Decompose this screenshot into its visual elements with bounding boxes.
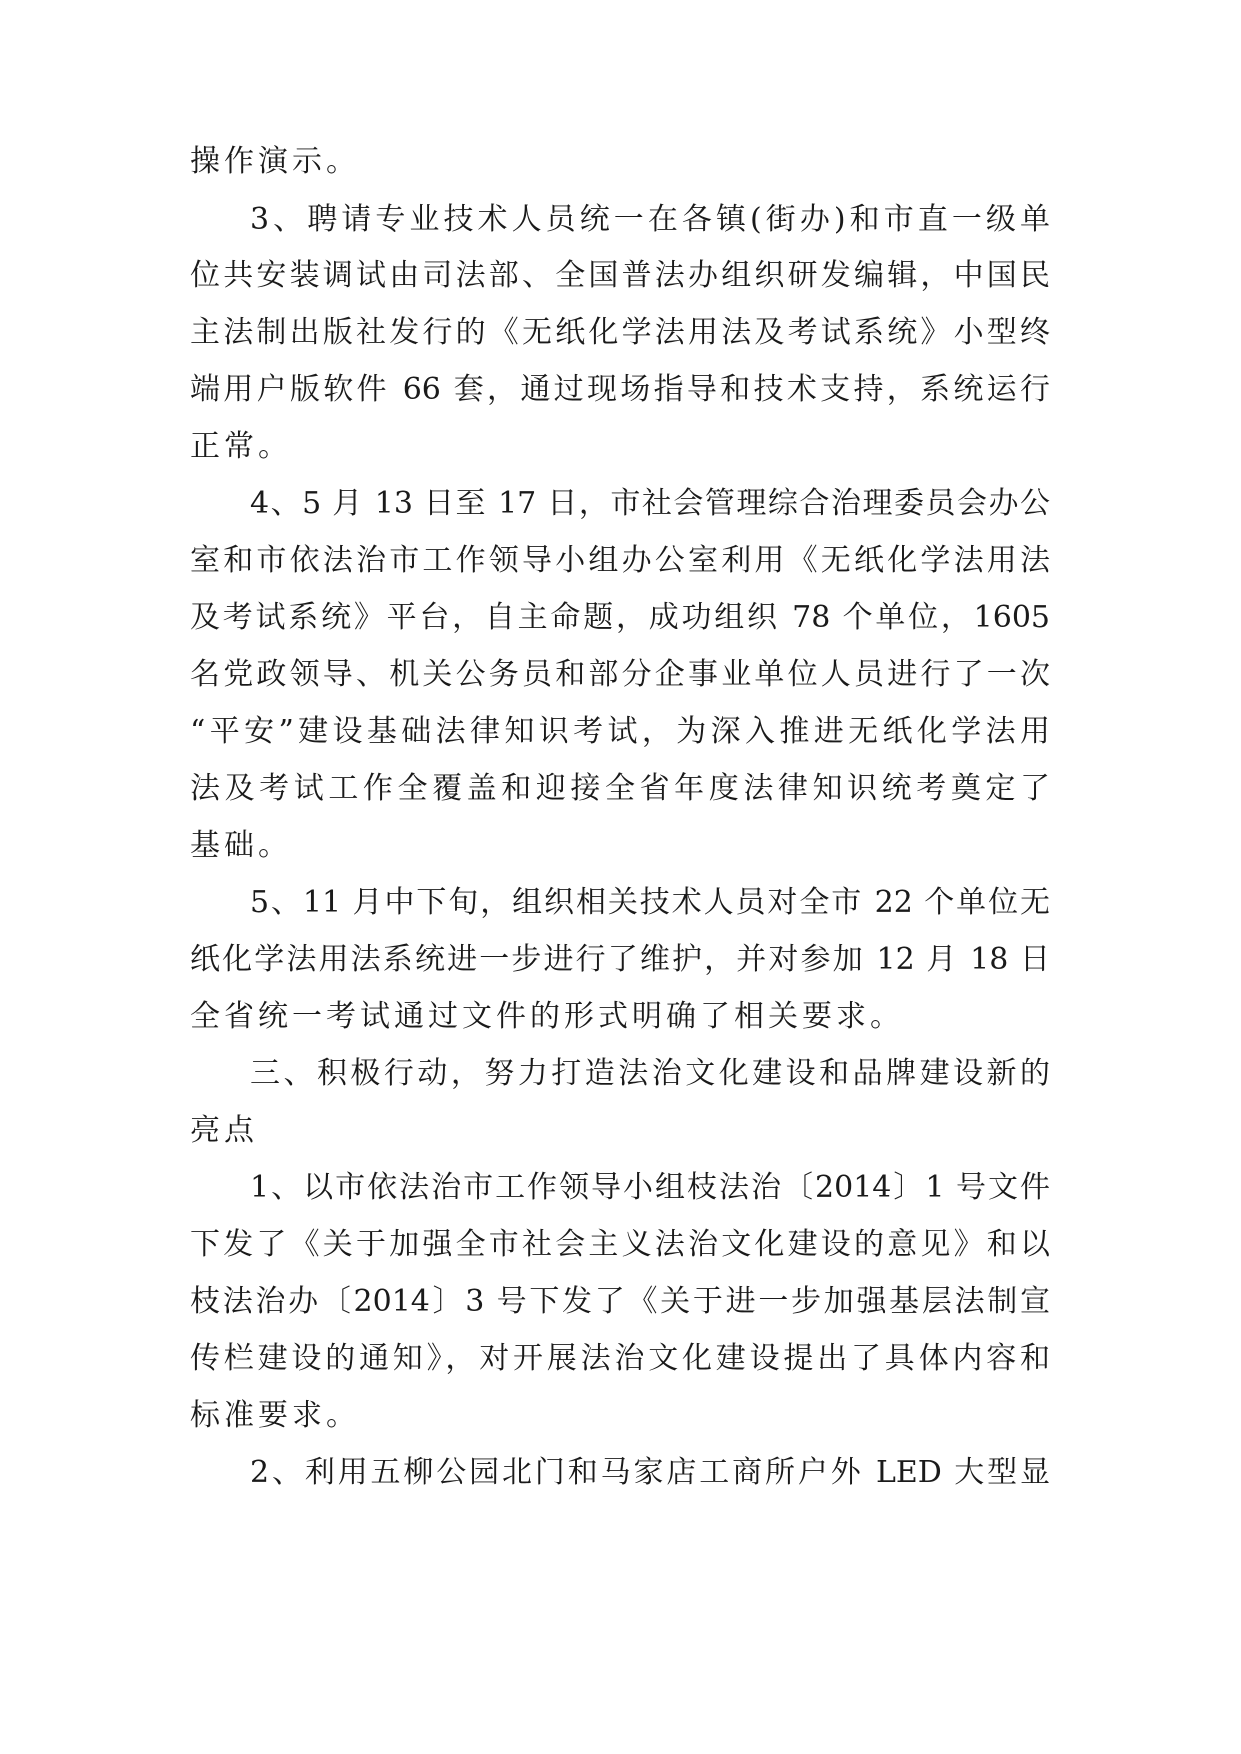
section-heading: 三、积极行动，努力打造法治文化建设和品牌建设新的 [250,1056,1050,1091]
text-line: 主法制出版社发行的《无纸化学法用法及考试系统》小型终 [190,315,1050,350]
text-line: 全省统一考试通过文件的形式明确了相关要求。 [190,999,904,1034]
text-line: 位共安装调试由司法部、全国普法办组织研发编辑，中国民 [190,258,1050,293]
text-line: 4、5 月 13 日至 17 日，市社会管理综合治理委员会办公 [250,486,1050,521]
text-line: 1、以市依法治市工作领导小组枝法治〔2014〕1 号文件 [250,1170,1050,1205]
text-line: 纸化学法用法系统进一步进行了维护，并对参加 12 月 18 日 [190,942,1050,977]
section-heading-continuation: 亮点 [190,1113,258,1148]
text-line: 5、11 月中下旬，组织相关技术人员对全市 22 个单位无 [250,885,1050,920]
text-line: 室和市依法治市工作领导小组办公室利用《无纸化学法用法 [190,543,1050,578]
text-line: 法及考试工作全覆盖和迎接全省年度法律知识统考奠定了 [190,771,1050,806]
text-line: 下发了《关于加强全市社会主义法治文化建设的意见》和以 [190,1227,1050,1262]
text-line: 及考试系统》平台，自主命题，成功组织 78 个单位，1605 [190,600,1050,635]
text-line: 传栏建设的通知》，对开展法治文化建设提出了具体内容和 [190,1341,1050,1376]
text-line: 标准要求。 [190,1398,360,1433]
text-line: 2、利用五柳公园北门和马家店工商所户外 LED 大型显 [250,1455,1050,1490]
text-line: 正常。 [190,429,292,464]
text-line: 枝法治办〔2014〕3 号下发了《关于进一步加强基层法制宣 [190,1284,1050,1319]
text-line: 名党政领导、机关公务员和部分企事业单位人员进行了一次 [190,657,1050,692]
text-line: 操作演示。 [190,144,360,179]
text-line: 3、聘请专业技术人员统一在各镇(街办)和市直一级单 [250,202,1050,237]
text-line: “平安”建设基础法律知识考试，为深入推进无纸化学法用 [190,714,1050,749]
text-line: 端用户版软件 66 套，通过现场指导和技术支持，系统运行 [190,372,1050,407]
text-line: 基础。 [190,828,292,863]
